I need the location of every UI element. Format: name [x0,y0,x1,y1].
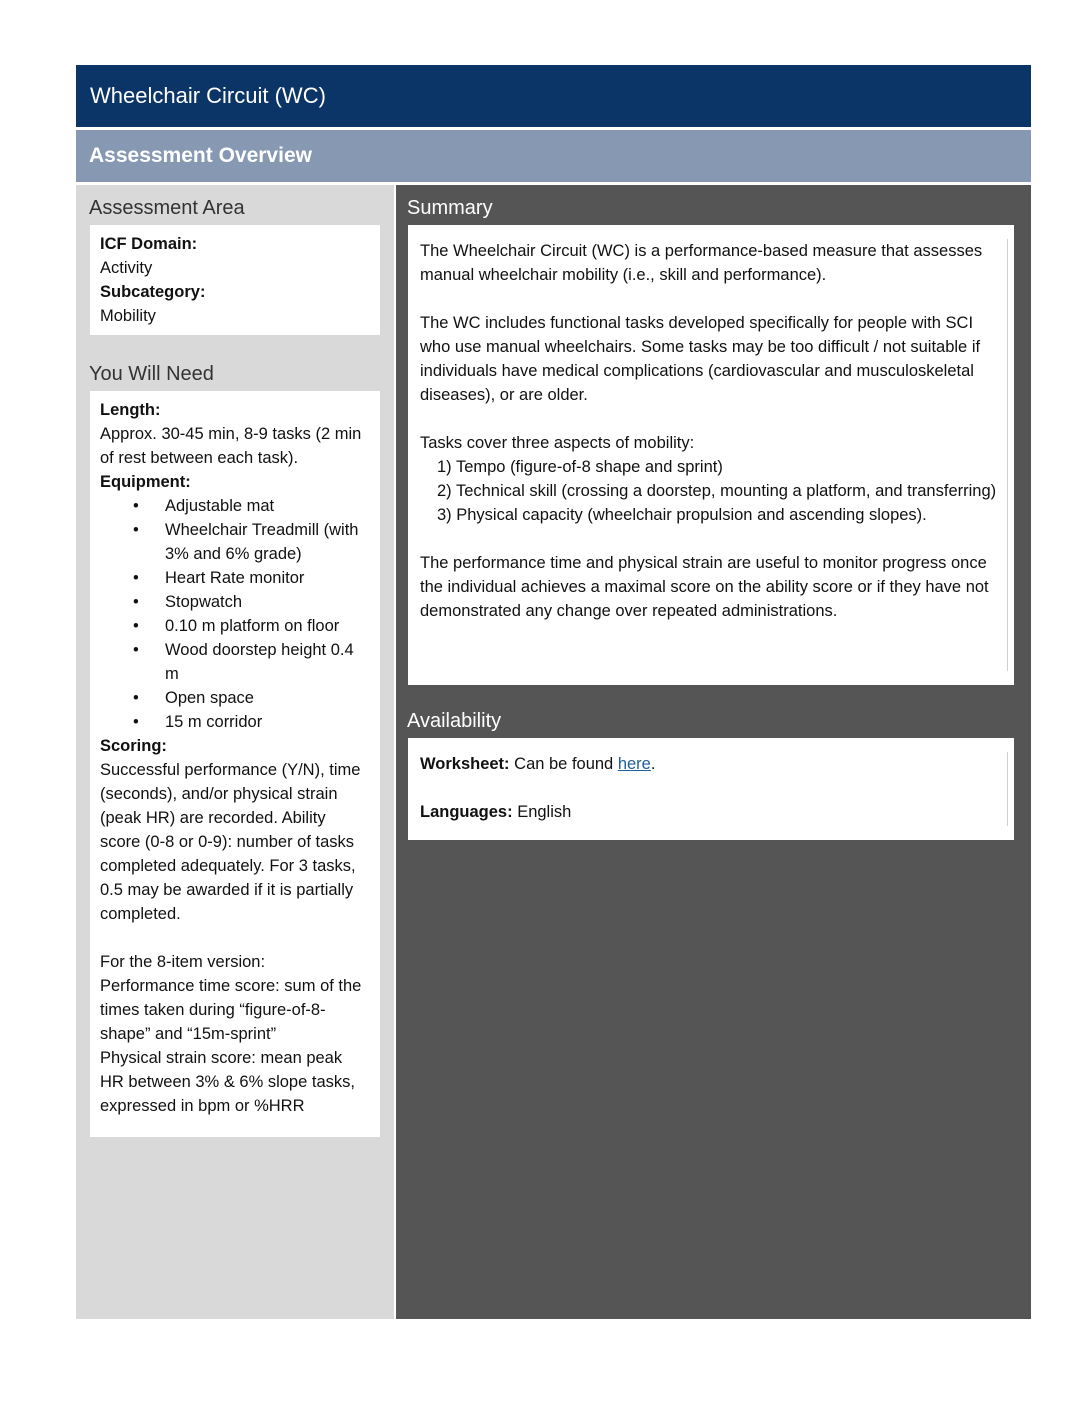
left-column [76,185,394,1319]
list-item: 1) Tempo (figure-of-8 shape and sprint) [437,458,723,476]
scoring-label: Scoring: [100,737,167,755]
languages-value: English [517,803,572,821]
length-label: Length: [100,401,161,419]
length-value: Approx. 30-45 min, 8-9 tasks (2 min of rest between each task). [100,425,362,467]
page-title: Wheelchair Circuit (WC) [76,65,1031,127]
worksheet-label: Worksheet: [420,755,510,773]
assessment-area-heading: Assessment Area [89,197,245,219]
scoring-version-intro: For the 8-item version: [100,953,266,971]
scoring-description: Successful performance (Y/N), time (seconds), and/or physical strain (peak HR) are recorded. Ability score (0-8 or 0-9): number of tasks completed adequately. For 3 tasks, 0.5 may be awarded if it is partially completed. [100,761,361,923]
equipment-label: Equipment: [100,473,191,491]
scoring-time: Performance time score: sum of the times taken during “figure-of-8-shape” and “15m-sprint” [100,977,362,1043]
summary-paragraph: The performance time and physical strain are useful to monitor progress once the individual achieves a maximal score on the ability score or if they have not demonstrated any change over repeated administrations. [420,554,989,620]
list-item: 2) Technical skill (crossing a doorstep, mounting a platform, and transferring) [437,482,997,500]
tasks-intro: Tasks cover three aspects of mobility: [420,434,695,452]
worksheet-text: Can be found [514,755,618,773]
worksheet-link[interactable]: here [617,755,651,773]
equipment-list [100,494,370,734]
worksheet-line: Worksheet: Can be found here. [420,755,656,773]
list-item: • 0.10 m platform on floor [133,617,340,635]
summary-paragraph: The WC includes functional tasks developed specifically for people with SCI who use manual wheelchairs. Some tasks may be too difficult / not suitable if individuals have medical complications (cardiovascular and musculoskeletal diseases), or are older. [420,314,981,404]
summary-box [408,225,1014,685]
list-item: • Open space [133,689,254,707]
availability-box [408,738,1014,840]
subcategory-label: Subcategory: [100,283,206,301]
icf-domain-value: Activity [100,259,153,277]
summary-heading: Summary [407,197,493,219]
subcategory-value: Mobility [100,307,156,325]
list-item: • Wood doorstep height 0.4 m [133,641,354,683]
right-column [396,185,1031,1319]
list-item: 3) Physical capacity (wheelchair propulsion and ascending slopes). [437,506,927,524]
you-will-need-box [90,391,380,1137]
list-item: • Heart Rate monitor [133,569,305,587]
availability-heading: Availability [407,710,502,732]
list-item: • Stopwatch [133,593,243,611]
languages-line [420,800,1002,824]
assessment-page [76,65,1031,1319]
icf-domain-label: ICF Domain: [100,235,198,253]
list-item: • Wheelchair Treadmill (with 3% and 6% grade) [133,521,359,563]
scoring-strain: Physical strain score: mean peak HR between 3% & 6% slope tasks, expressed in bpm or %HRR [100,1049,355,1115]
summary-paragraph: The Wheelchair Circuit (WC) is a performance-based measure that assesses manual wheelchair mobility (i.e., skill and performance). [420,242,983,284]
you-will-need-heading: You Will Need [89,363,214,385]
list-item: • Adjustable mat [133,497,275,515]
section-title-overview: Assessment Overview [76,130,1031,182]
languages-label: Languages: [420,803,513,821]
assessment-area-box [90,225,380,335]
list-item: • 15 m corridor [133,713,263,731]
